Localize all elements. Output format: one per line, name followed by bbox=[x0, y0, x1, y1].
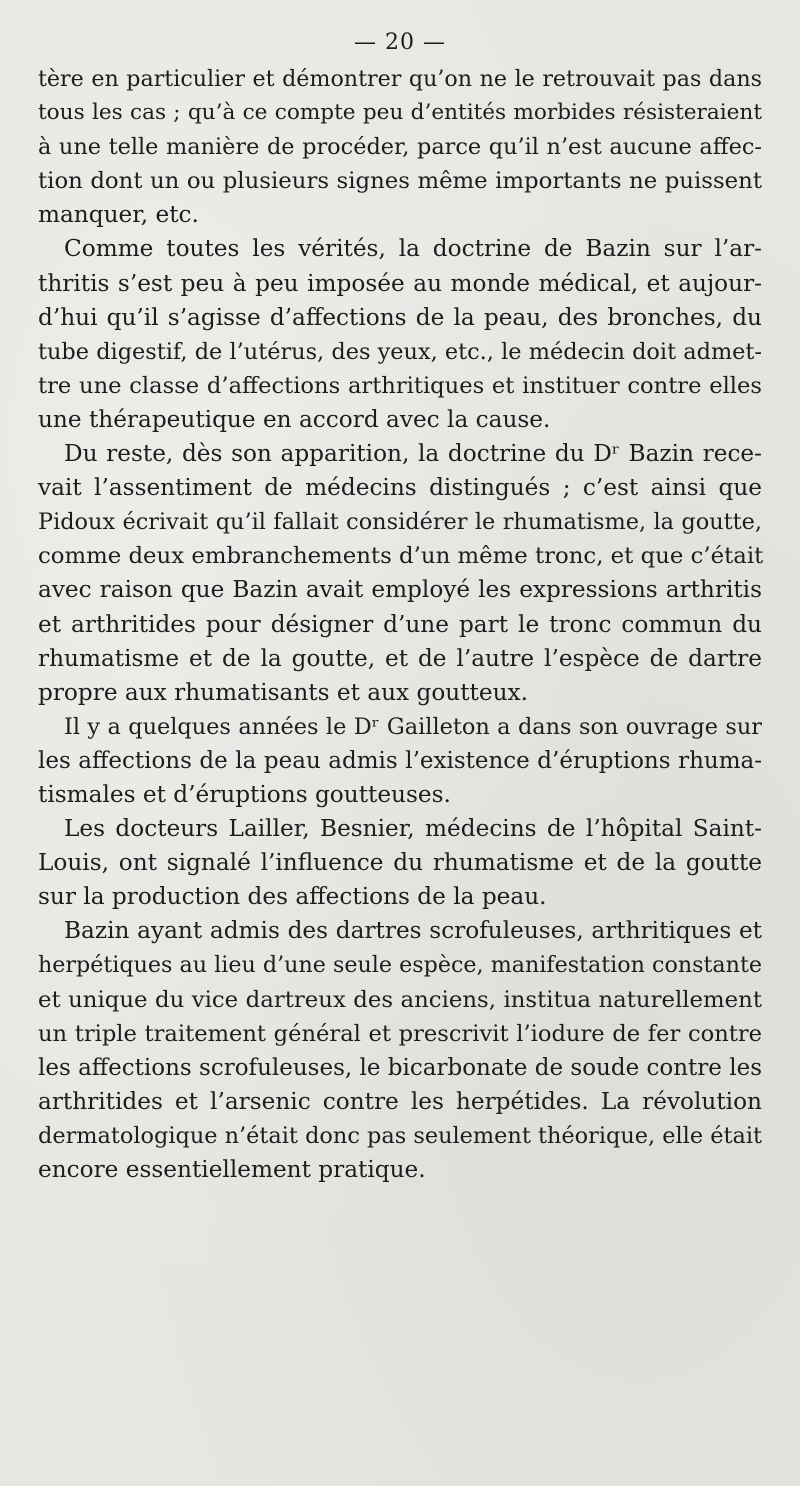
text-line: vait l’assentiment de médecins distingués ; c’est ainsi que bbox=[38, 474, 762, 502]
text-line: et unique du vice dartreux des anciens, institua naturellement bbox=[38, 986, 762, 1013]
text-line: les affections scrofuleuses, le bicarbonate de soude contre les bbox=[38, 1054, 762, 1081]
text-line: les affections de la peau admis l’existence d’éruptions rhuma- bbox=[38, 747, 762, 774]
text-line: tère en particulier et démontrer qu’on ne le retrouvait pas dans bbox=[38, 66, 762, 92]
text-line: comme deux embranchements d’un même tronc, et que c’était bbox=[38, 543, 764, 570]
text-line: Louis, ont signalé l’influence du rhumatisme et de la goutte bbox=[38, 849, 762, 877]
text-line: à une telle manière de procéder, parce qu’il n’est aucune affec- bbox=[38, 134, 762, 161]
text-line: tion dont un ou plusieurs signes même importants ne puissent bbox=[38, 168, 762, 195]
text-line: arthritides et l’arsenic contre les herpétides. La révolution bbox=[38, 1087, 762, 1115]
text-line: herpétiques au lieu d’une seule espèce, manifestation constante bbox=[38, 952, 762, 979]
text-line: Comme toutes les vérités, la doctrine de Bazin sur l’ar- bbox=[64, 235, 762, 263]
text-line: et arthritides pour désigner d’une part le tronc commun du bbox=[38, 610, 762, 638]
text-line: manquer, etc. bbox=[38, 201, 199, 229]
text-line: un triple traitement général et prescrivit l’iodure de fer contre bbox=[38, 1020, 762, 1047]
text-line: Bazin ayant admis des dartres scrofuleuses, arthritiques et bbox=[64, 917, 762, 945]
text-line: Pidoux écrivait qu’il fallait considérer le rhumatisme, la goutte, bbox=[38, 509, 762, 536]
text-line: tous les cas ; qu’à ce compte peu d’entités morbides résisteraient bbox=[38, 100, 762, 126]
text-line: Il y a quelques années le Dʳ Gailleton a dans son ouvrage sur bbox=[64, 713, 762, 740]
text-line: propre aux rhumatisants et aux goutteux. bbox=[38, 678, 528, 706]
text-line: thritis s’est peu à peu imposée au monde médical, et aujour- bbox=[38, 269, 762, 297]
text-line: tismales et d’éruptions goutteuses. bbox=[38, 780, 451, 808]
page-number: — 20 — bbox=[354, 30, 446, 55]
text-line: tre une classe d’affections arthritiques et instituer contre elles bbox=[38, 372, 762, 399]
text-line: rhumatisme et de la goutte, et de l’autre l’espèce de dartre bbox=[38, 644, 762, 672]
text-line: dermatologique n’était donc pas seulement théorique, elle était bbox=[38, 1122, 762, 1149]
body-text bbox=[38, 62, 762, 1187]
text-line: tube digestif, de l’utérus, des yeux, etc., le médecin doit admet- bbox=[38, 338, 762, 365]
text-line: avec raison que Bazin avait employé les expressions arthritis bbox=[38, 576, 762, 604]
text-line: encore essentiellement pratique. bbox=[38, 1156, 426, 1183]
text-line: une thérapeutique en accord avec la cause. bbox=[38, 405, 551, 433]
text-line: d’hui qu’il s’agisse d’affections de la peau, des bronches, du bbox=[38, 303, 762, 331]
text-line: Les docteurs Lailler, Besnier, médecins de l’hôpital Saint- bbox=[64, 815, 762, 843]
text-line: sur la production des affections de la peau. bbox=[38, 883, 547, 911]
text-line: Du reste, dès son apparition, la doctrine du Dʳ Bazin rece- bbox=[64, 440, 762, 468]
